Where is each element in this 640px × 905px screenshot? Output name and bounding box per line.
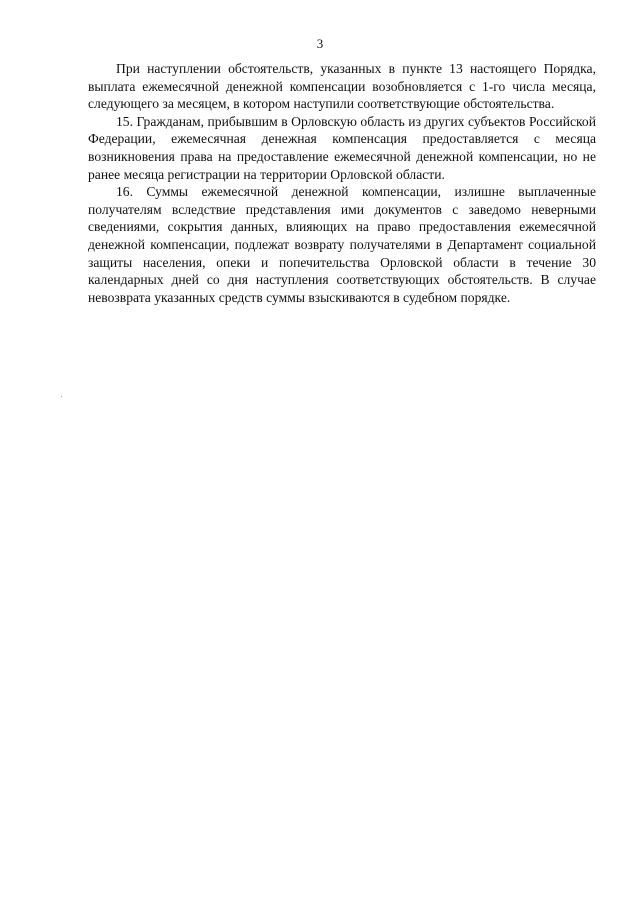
paragraph-resumption: При наступлении обстоятельств, указанных в пункте 13 настоящего Порядка, выплата ежемесячной денежной компенсации возобновляется с 1-го числа месяца, следующего за месяцем, в котором наступили соответствующие обстоятельства. xyxy=(88,61,596,112)
page-number: 3 xyxy=(316,36,324,51)
scan-speck xyxy=(61,396,62,397)
paragraph-15: 15. Гражданам, прибывшим в Орловскую область из других субъектов Российской Федерации, ежемесячная денежная компенсация предоставляется с месяца возникновения права на предоставление ежемесячной денежной компенсации, но не ранее месяца регистрации на территории Орловской области. xyxy=(88,113,596,182)
paragraph-16: 16. Суммы ежемесячной денежной компенсации, излишне выплаченные получателям вследствие представления ими документов с заведомо неверными сведениями, сокрытия данных, влияющих на право предоставления ежемесячной денежной компенсации, подлежат возврату получателями в Департамент социальной защиты населения, опеки и попечительства Орловской области в течение 30 календарных дней со дня наступления соответствующих обстоятельств. В случае невозврата указанных средств суммы взыскиваются в судебном порядке. xyxy=(88,184,596,305)
document-body xyxy=(88,60,596,306)
